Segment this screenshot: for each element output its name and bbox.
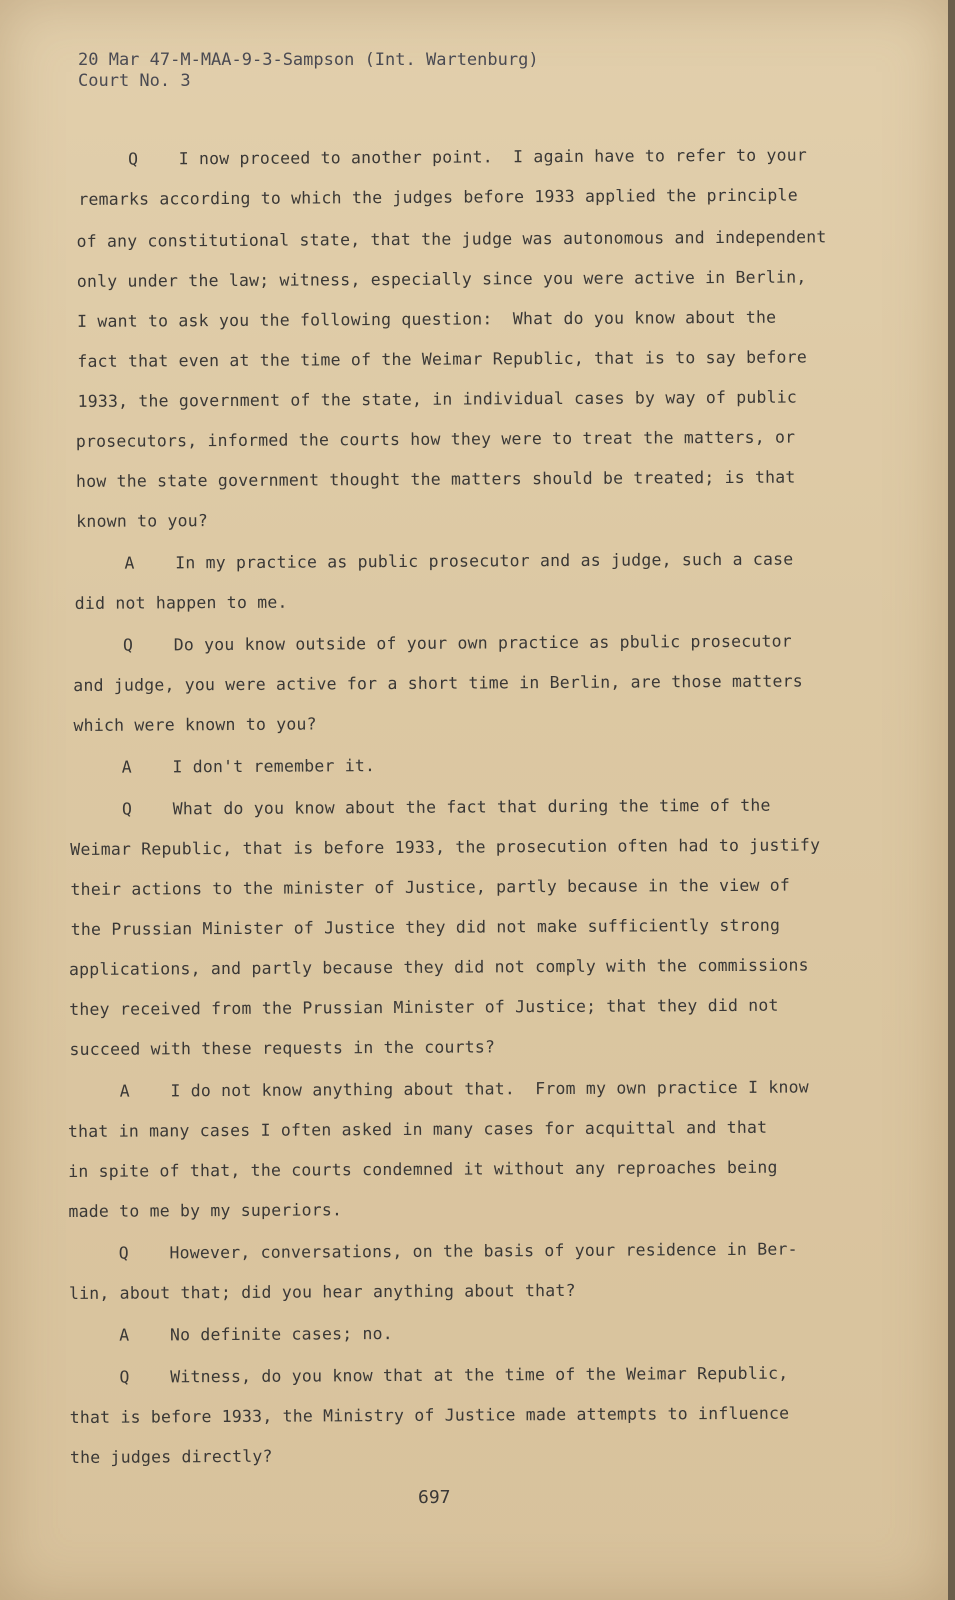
transcript-line: their actions to the minister of Justice, partly because in the view of — [70, 875, 791, 899]
transcript-line: A In my practice as public prosecutor and as judge, such a case — [124, 549, 794, 573]
transcript-line: and judge, you were active for a short time in Berlin, are those matters — [73, 671, 803, 695]
header-case-reference: 20 Mar 47-M-MAA-9-3-Sampson (Int. Wartenburg) — [78, 50, 539, 70]
transcript-line: 1933, the government of the state, in individual cases by way of public — [77, 387, 798, 411]
transcript-line: known to you? — [76, 511, 209, 531]
transcript-line: that in many cases I often asked in many cases for acquittal and that — [67, 1117, 768, 1141]
transcript-line: fact that even at the time of the Weimar Republic, that is to say before — [77, 347, 807, 371]
transcript-line: made to me by my superiors. — [68, 1200, 343, 1221]
transcript-line: A I do not know anything about that. From my own practice I know — [119, 1077, 809, 1101]
transcript-line: Q Do you know outside of your own practice as pbulic prosecutor — [122, 631, 792, 655]
transcript-line: prosecutors, informed the courts how they were to treat the matters, or — [75, 427, 796, 451]
transcript-line: which were known to you? — [73, 714, 317, 735]
transcript-line: Q Witness, do you know that at the time of the Weimar Republic, — [119, 1363, 789, 1387]
transcript-line: did not happen to me. — [74, 592, 288, 613]
transcript-line: in spite of that, the courts condemned it without any reproaches being — [68, 1157, 778, 1181]
header-court-number: Court No. 3 — [78, 71, 191, 91]
transcript-line: I want to ask you the following question: What do you know about the — [76, 307, 777, 331]
page-number: 697 — [418, 1487, 451, 1508]
transcript-line: only under the law; witness, especially since you were active in Berlin, — [76, 267, 807, 291]
transcript-line: of any constitutional state, that the judge was autonomous and independent — [76, 227, 827, 251]
transcript-line: Weimar Republic, that is before 1933, the prosecution often had to justify — [70, 835, 821, 859]
transcript-line: lin, about that; did you hear anything about that? — [68, 1280, 576, 1303]
transcript-line: succeed with these requests in the courts? — [69, 1037, 496, 1059]
transcript-line: the judges directly? — [69, 1446, 273, 1467]
transcript-line: A I don't remember it. — [121, 756, 376, 777]
transcript-line: applications, and partly because they did not comply with the commissions — [68, 955, 809, 979]
transcript-body — [62, 145, 842, 1467]
transcript-line: remarks according to which the judges before 1933 applied the principle — [78, 185, 798, 209]
transcript-line: that is before 1933, the Ministry of Justice made attempts to influence — [69, 1403, 790, 1427]
transcript-line: Q I now proceed to another point. I again have to refer to your — [127, 145, 808, 169]
transcript-line: how the state government thought the matters should be treated; is that — [75, 467, 796, 491]
transcript-line: Q What do you know about the fact that during the time of the — [121, 795, 771, 819]
transcript-line: the Prussian Minister of Justice they did not make sufficiently strong — [70, 915, 781, 939]
transcript-line: Q However, conversations, on the basis of your residence in Ber- — [118, 1239, 798, 1263]
transcript-line: A No definite cases; no. — [119, 1324, 393, 1345]
document-header — [78, 50, 539, 92]
transcript-line: they received from the Prussian Minister of Justice; that they did not — [69, 995, 779, 1019]
